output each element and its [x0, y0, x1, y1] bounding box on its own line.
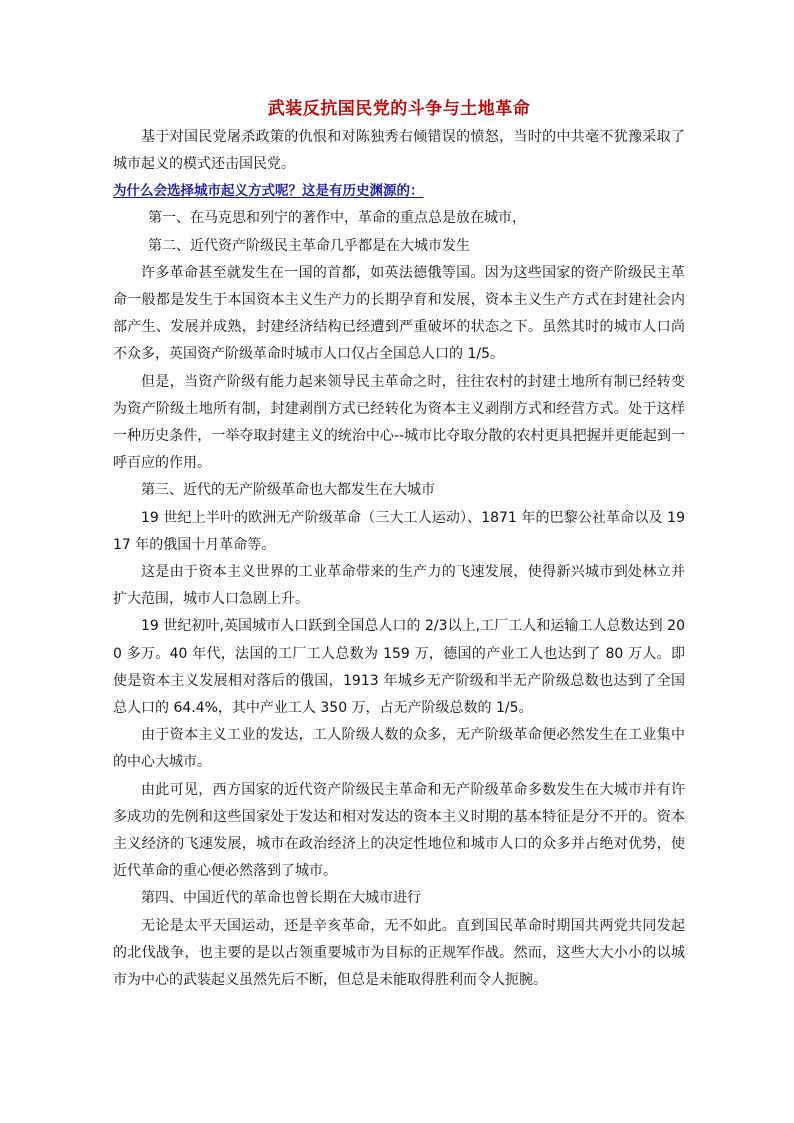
- point-4: 第四、中国近代的革命也曾长期在大城市进行: [141, 890, 421, 907]
- question-subheading: 为什么会选择城市起义方式呢？这是有历史渊源的：: [113, 183, 424, 200]
- paragraph-china: 无论是太平天国运动，还是辛亥革命，无不如此。直到国民革命时期国共两党共同发起的北伐战争，也主要的是以占领重要城市为目标的正规军作战。然而，这些大大小小的以城市为中心的武装起义虽然先后不断，但总是未能取得胜利而令人扼腕。: [113, 917, 685, 989]
- paragraph-industrial-revolution: 这是由于资本主义世界的工业革命带来的生产力的飞速发展，使得新兴城市到处林立并扩大范围，城市人口急剧上升。: [113, 564, 685, 608]
- point-3: 第三、近代的无产阶级革命也大都发生在大城市: [141, 482, 435, 499]
- intro-paragraph: 基于对国民党屠杀政策的仇恨和对陈独秀右倾错误的愤怒，当时的中共毫不犹豫采取了城市起义的模式还击国民党。: [113, 129, 685, 173]
- paragraph-revolution-capitals: 许多革命甚至就发生在一国的首都，如英法德俄等国。因为这些国家的资产阶级民主革命一般都是发生于本国资本主义生产力的长期孕育和发展，资本主义生产方式在封建社会内部产生、发展并成熟，封建经济结构已经遭到严重破坏的状态之下。虽然其时的城市人口尚不众多，英国资产阶级革命时城市人口仅占全国总人口的 1/5。: [113, 264, 685, 363]
- point-2: 第二、近代资产阶级民主革命几乎都是在大城市发生: [148, 237, 470, 254]
- point-1: 第一、在马克思和列宁的著作中，革命的重点总是放在城市，: [148, 210, 526, 227]
- paragraph-19th-century: 19 世纪上半叶的欧洲无产阶级革命（三大工人运动）、1871 年的巴黎公社革命以及 1917 年的俄国十月革命等。: [113, 509, 685, 553]
- paragraph-working-class: 由于资本主义工业的发达，工人阶级人数的众多，无产阶级革命便必然发生在工业集中的中心大城市。: [113, 727, 685, 771]
- document-title: 武装反抗国民党的斗争与土地革命: [267, 99, 531, 119]
- document-page: [113, 96, 685, 994]
- paragraph-conclusion: 由此可见，西方国家的近代资产阶级民主革命和无产阶级革命多数发生在大城市并有许多成功的先例和这些国家处于发达和相对发达的资本主义时期的基本特征是分不开的。资本主义经济的飞速发展，城市在政治经济上的决定性地位和城市人口的众多并占绝对优势，使近代革命的重心便必然落到了城市。: [113, 781, 685, 880]
- paragraph-however: 但是，当资产阶级有能力起来领导民主革命之时，往往农村的封建土地所有制已经转变为资产阶级土地所有制，封建剥削方式已经转化为资本主义剥削方式和经营方式。处于这样一种历史条件，一举夺取封建主义的统治中心--城市比夺取分散的农村更具把握并更能起到一呼百应的作用。: [113, 373, 685, 472]
- paragraph-statistics: 19 世纪初叶,英国城市人口跃到全国总人口的 2/3以上,工厂工人和运输工人总数达到 200 多万。40 年代，法国的工厂工人总数为 159 万，德国的产业工人也达到了 80 万人。即使是资本主义发展相对落后的俄国，1913 年城乡无产阶级和半无产阶级总数也达到了全国总人口的 64.4%，其中产业工人 350 万，占无产阶级总数的 1/5。: [113, 618, 685, 717]
